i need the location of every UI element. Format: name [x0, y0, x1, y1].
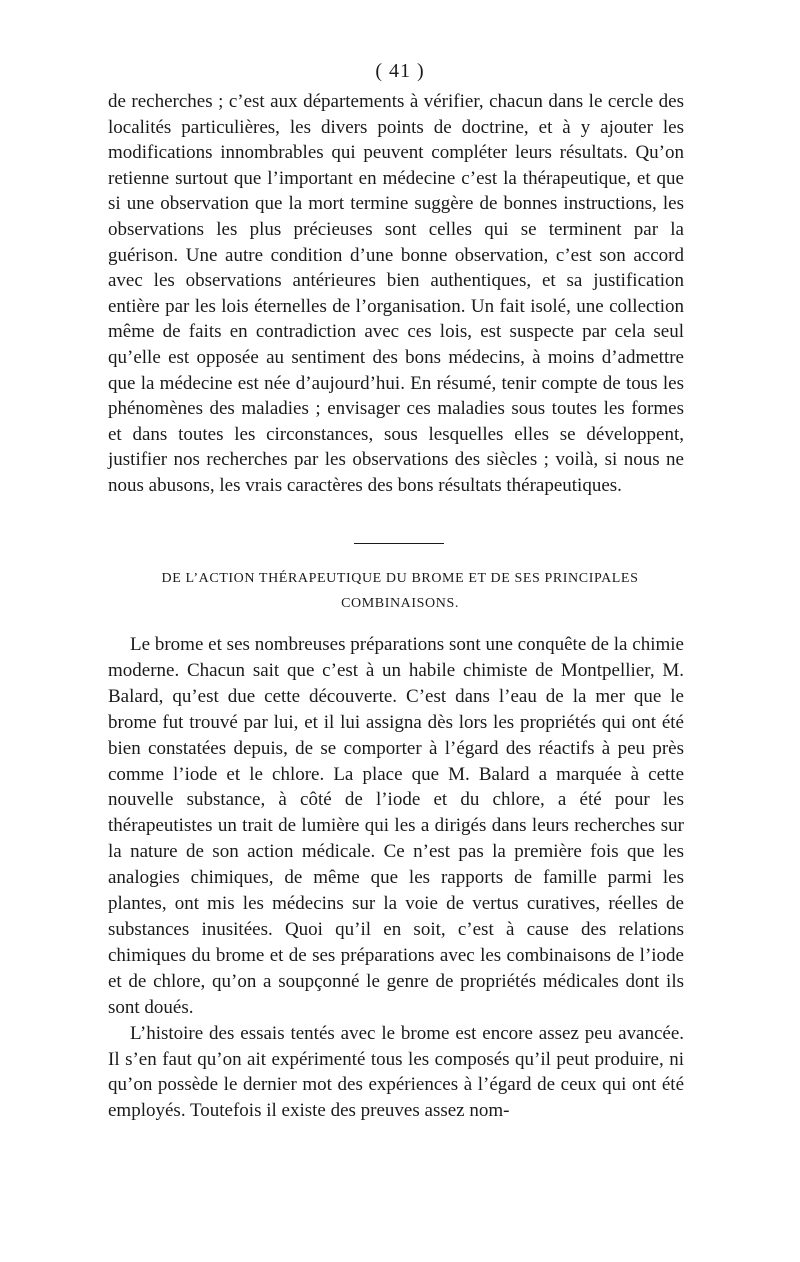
section-heading-line-2: COMBINAISONS.	[341, 596, 459, 611]
body-paragraph-2: L’histoire des essais tentés avec le brome est encore assez peu avancée. Il s’en faut qu’on ait expérimenté tous les composés qu’il peut produire, ni qu’on possède le dernier mot des expériences à l’égard de ceux qui ont été employés. Toutefois il existe des preuves assez nom-	[108, 1022, 684, 1122]
section-body	[108, 632, 684, 1124]
section-heading	[100, 566, 700, 616]
page-number: ( 41 )	[375, 60, 425, 82]
section-divider	[354, 543, 444, 544]
section-heading-line-1: DE L’ACTION THÉRAPEUTIQUE DU BROME ET DE SES PRINCIPALES	[161, 571, 639, 586]
continuation-text-block	[108, 89, 684, 499]
continuation-paragraph: de recherches ; c’est aux départements à vérifier, chacun dans le cercle des localités particulières, les divers points de doctrine, et à y ajouter les modifications innombrables qui peuvent compléter leurs résultats. Qu’on retienne surtout que l’important en médecine c’est la thérapeutique, et que si une observation que la mort termine suggère de bonnes instructions, les observations les plus précieuses sont celles qui se terminent par la guérison. Une autre condition d’une bonne observation, c’est son accord avec les observations antérieures bien authentiques, et sa justification entière par les lois éternelles de l’organisation. Un fait isolé, une collection même de faits en contradiction avec ces lois, est suspecte par cela seul qu’elle est opposée au sentiment des bons médecins, à moins d’admettre que la médecine est née d’aujourd’hui. En résumé, tenir compte de tous les phénomènes des maladies ; envisager ces maladies sous toutes les formes et dans toutes les circonstances, sous lesquelles elles se développent, justifier nos recherches par les observations des siècles ; voilà, si nous ne nous abusons, les vrais caractères des bons résultats thérapeutiques.	[108, 91, 684, 496]
body-paragraph-1: Le brome et ses nombreuses préparations sont une conquête de la chimie moderne. Chacun sait que c’est à un habile chimiste de Montpellier, M. Balard, qu’est due cette découverte. C’est dans l’eau de la mer que le brome fut trouvé par lui, et il lui assigna dès lors les propriétés qui ont été bien constatées depuis, de se comporter à l’égard des réactifs à peu près comme l’iode et le chlore. La place que M. Balard a marquée à cette nouvelle substance, à côté de l’iode et du chlore, a été pour les thérapeutistes un trait de lumière qui les a dirigés dans leurs recherches sur la nature de son action médicale. Ce n’est pas la première fois que les analogies chimiques, de même que les rapports de famille parmi les plantes, ont mis les médecins sur la voie de vertus curatives, réelles de substances inusitées. Quoi qu’il en soit, c’est à cause des relations chimiques du brome et de ses préparations avec les combinaisons de l’iode et de chlore, qu’on a soupçonné le genre de propriétés médicales dont ils sont doués.	[108, 634, 684, 1018]
